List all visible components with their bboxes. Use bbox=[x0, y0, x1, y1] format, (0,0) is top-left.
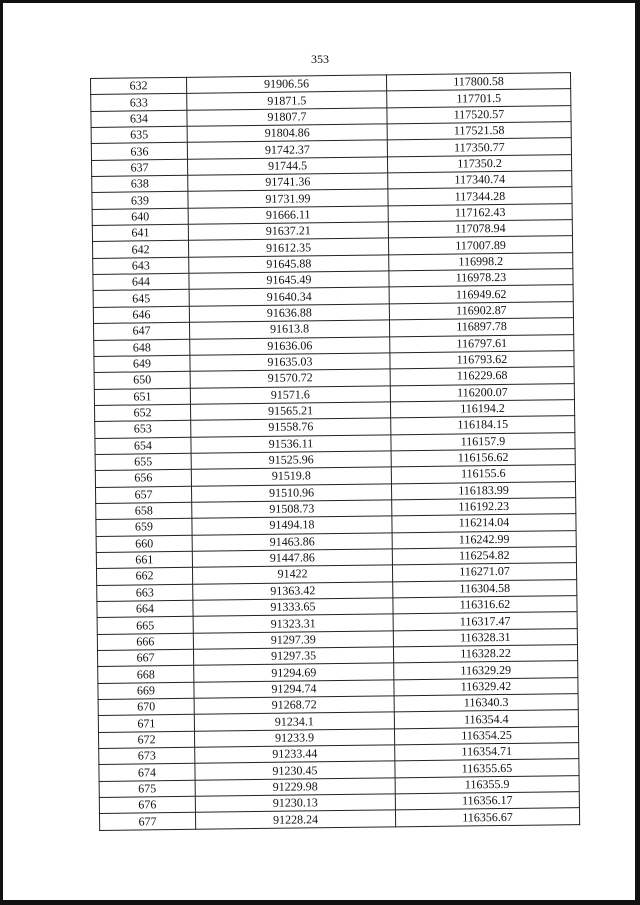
point-number-cell: 639 bbox=[92, 192, 188, 210]
x-coordinate-cell: 91297.39 bbox=[193, 631, 393, 650]
x-coordinate-cell: 91570.72 bbox=[190, 369, 390, 388]
point-number-cell: 646 bbox=[93, 306, 189, 324]
x-coordinate-cell: 91536.11 bbox=[191, 434, 391, 453]
y-coordinate-cell: 116184.15 bbox=[391, 416, 575, 435]
point-number-cell: 661 bbox=[96, 551, 192, 569]
y-coordinate-cell: 116902.87 bbox=[389, 301, 573, 320]
y-coordinate-cell: 116328.31 bbox=[393, 628, 577, 647]
x-coordinate-cell: 91613.8 bbox=[189, 320, 389, 339]
point-number-cell: 637 bbox=[92, 159, 188, 177]
y-coordinate-cell: 116242.99 bbox=[392, 530, 576, 549]
y-coordinate-cell: 116155.6 bbox=[391, 465, 575, 484]
point-number-cell: 654 bbox=[95, 437, 191, 455]
x-coordinate-cell: 91636.88 bbox=[189, 304, 389, 323]
point-number-cell: 667 bbox=[97, 649, 193, 667]
point-number-cell: 656 bbox=[95, 470, 191, 488]
x-coordinate-cell: 91744.5 bbox=[187, 157, 387, 176]
point-number-cell: 670 bbox=[98, 698, 194, 716]
y-coordinate-cell: 116183.99 bbox=[391, 481, 575, 500]
point-number-cell: 640 bbox=[92, 208, 188, 226]
point-number-cell: 666 bbox=[97, 633, 193, 651]
point-number-cell: 669 bbox=[98, 682, 194, 700]
x-coordinate-cell: 91565.21 bbox=[190, 402, 390, 421]
y-coordinate-cell: 116354.4 bbox=[394, 710, 578, 729]
x-coordinate-cell: 91571.6 bbox=[190, 385, 390, 404]
y-coordinate-cell: 116329.29 bbox=[394, 661, 578, 680]
y-coordinate-cell: 117340.74 bbox=[388, 171, 572, 190]
y-coordinate-cell: 116316.62 bbox=[393, 596, 577, 615]
y-coordinate-cell: 117521.58 bbox=[387, 122, 571, 141]
y-coordinate-cell: 116897.78 bbox=[389, 318, 573, 337]
x-coordinate-cell: 91645.49 bbox=[189, 271, 389, 290]
y-coordinate-cell: 116271.07 bbox=[392, 563, 576, 582]
y-coordinate-cell: 116194.2 bbox=[390, 399, 574, 418]
point-number-cell: 651 bbox=[94, 388, 190, 406]
y-coordinate-cell: 116317.47 bbox=[393, 612, 577, 631]
x-coordinate-cell: 91447.86 bbox=[192, 549, 392, 568]
point-number-cell: 642 bbox=[93, 241, 189, 259]
point-number-cell: 674 bbox=[99, 764, 195, 782]
y-coordinate-cell: 116793.62 bbox=[390, 350, 574, 369]
x-coordinate-cell: 91230.13 bbox=[195, 794, 395, 813]
y-coordinate-cell: 116254.82 bbox=[392, 547, 576, 566]
y-coordinate-cell: 116356.67 bbox=[395, 808, 579, 827]
x-coordinate-cell: 91731.99 bbox=[188, 189, 388, 208]
x-coordinate-cell: 91510.96 bbox=[191, 483, 391, 502]
point-number-cell: 648 bbox=[94, 339, 190, 357]
x-coordinate-cell: 91558.76 bbox=[191, 418, 391, 437]
y-coordinate-cell: 116949.62 bbox=[389, 285, 573, 304]
point-number-cell: 662 bbox=[96, 568, 192, 586]
point-number-cell: 659 bbox=[96, 519, 192, 537]
point-number-cell: 635 bbox=[91, 126, 187, 144]
point-number-cell: 632 bbox=[91, 77, 187, 95]
y-coordinate-cell: 117520.57 bbox=[387, 105, 571, 124]
point-number-cell: 644 bbox=[93, 273, 189, 291]
point-number-cell: 658 bbox=[96, 502, 192, 520]
point-number-cell: 636 bbox=[91, 143, 187, 161]
y-coordinate-cell: 116157.9 bbox=[391, 432, 575, 451]
scan-border-right bbox=[635, 0, 640, 905]
y-coordinate-cell: 117162.43 bbox=[388, 203, 572, 222]
x-coordinate-cell: 91422 bbox=[192, 565, 392, 584]
x-coordinate-cell: 91742.37 bbox=[187, 140, 387, 159]
x-coordinate-cell: 91741.36 bbox=[188, 173, 388, 192]
x-coordinate-cell: 91230.45 bbox=[195, 761, 395, 780]
point-number-cell: 650 bbox=[94, 371, 190, 389]
x-coordinate-cell: 91519.8 bbox=[191, 467, 391, 486]
x-coordinate-cell: 91871.5 bbox=[187, 91, 387, 110]
point-number-cell: 638 bbox=[92, 175, 188, 193]
point-number-cell: 641 bbox=[92, 224, 188, 242]
point-number-cell: 668 bbox=[98, 666, 194, 684]
x-coordinate-cell: 91323.31 bbox=[193, 614, 393, 633]
y-coordinate-cell: 117800.58 bbox=[386, 73, 570, 92]
y-coordinate-cell: 116229.68 bbox=[390, 367, 574, 386]
y-coordinate-cell: 116978.23 bbox=[389, 269, 573, 288]
x-coordinate-cell: 91666.11 bbox=[188, 206, 388, 225]
y-coordinate-cell: 116356.17 bbox=[395, 792, 579, 811]
x-coordinate-cell: 91363.42 bbox=[193, 581, 393, 600]
x-coordinate-cell: 91804.86 bbox=[187, 124, 387, 143]
point-number-cell: 677 bbox=[99, 813, 195, 831]
x-coordinate-cell: 91234.1 bbox=[194, 712, 394, 731]
point-number-cell: 671 bbox=[98, 715, 194, 733]
x-coordinate-cell: 91635.03 bbox=[190, 353, 390, 372]
y-coordinate-cell: 117344.28 bbox=[388, 187, 572, 206]
y-coordinate-cell: 116200.07 bbox=[390, 383, 574, 402]
y-coordinate-cell: 116354.25 bbox=[394, 726, 578, 745]
x-coordinate-cell: 91807.7 bbox=[187, 108, 387, 127]
point-number-cell: 647 bbox=[94, 322, 190, 340]
point-number-cell: 634 bbox=[91, 110, 187, 128]
coordinate-table-body bbox=[91, 73, 580, 831]
y-coordinate-cell: 116354.71 bbox=[395, 743, 579, 762]
y-coordinate-cell: 116304.58 bbox=[393, 579, 577, 598]
x-coordinate-cell: 91508.73 bbox=[192, 500, 392, 519]
y-coordinate-cell: 117350.77 bbox=[387, 138, 571, 157]
y-coordinate-cell: 117078.94 bbox=[388, 220, 572, 239]
x-coordinate-cell: 91294.74 bbox=[194, 680, 394, 699]
x-coordinate-cell: 91636.06 bbox=[190, 336, 390, 355]
y-coordinate-cell: 116355.9 bbox=[395, 775, 579, 794]
x-coordinate-cell: 91333.65 bbox=[193, 598, 393, 617]
point-number-cell: 645 bbox=[93, 290, 189, 308]
y-coordinate-cell: 117350.2 bbox=[387, 154, 571, 173]
point-number-cell: 676 bbox=[99, 796, 195, 814]
point-number-cell: 643 bbox=[93, 257, 189, 275]
point-number-cell: 655 bbox=[95, 453, 191, 471]
x-coordinate-cell: 91233.9 bbox=[194, 729, 394, 748]
point-number-cell: 665 bbox=[97, 617, 193, 635]
x-coordinate-cell: 91297.35 bbox=[193, 647, 393, 666]
y-coordinate-cell: 116998.2 bbox=[389, 252, 573, 271]
x-coordinate-cell: 91228.24 bbox=[195, 810, 395, 829]
x-coordinate-cell: 91294.69 bbox=[194, 663, 394, 682]
point-number-cell: 633 bbox=[91, 94, 187, 112]
y-coordinate-cell: 116192.23 bbox=[392, 498, 576, 517]
point-number-cell: 660 bbox=[96, 535, 192, 553]
y-coordinate-cell: 116340.3 bbox=[394, 694, 578, 713]
point-number-cell: 649 bbox=[94, 355, 190, 373]
x-coordinate-cell: 91906.56 bbox=[186, 75, 386, 94]
x-coordinate-cell: 91637.21 bbox=[188, 222, 388, 241]
x-coordinate-cell: 91233.44 bbox=[195, 745, 395, 764]
x-coordinate-cell: 91645.88 bbox=[189, 255, 389, 274]
point-number-cell: 673 bbox=[99, 747, 195, 765]
scan-border-left bbox=[0, 0, 3, 905]
point-number-cell: 664 bbox=[97, 600, 193, 618]
y-coordinate-cell: 116156.62 bbox=[391, 449, 575, 468]
x-coordinate-cell: 91463.86 bbox=[192, 532, 392, 551]
point-number-cell: 653 bbox=[95, 421, 191, 439]
y-coordinate-cell: 116214.04 bbox=[392, 514, 576, 533]
page-number: 353 bbox=[311, 52, 329, 66]
point-number-cell: 663 bbox=[97, 584, 193, 602]
x-coordinate-cell: 91268.72 bbox=[194, 696, 394, 715]
x-coordinate-cell: 91612.35 bbox=[188, 238, 388, 257]
x-coordinate-cell: 91640.34 bbox=[189, 287, 389, 306]
y-coordinate-cell: 117701.5 bbox=[387, 89, 571, 108]
x-coordinate-cell: 91229.98 bbox=[195, 778, 395, 797]
point-number-cell: 672 bbox=[98, 731, 194, 749]
x-coordinate-cell: 91494.18 bbox=[192, 516, 392, 535]
scan-border-bottom bbox=[0, 900, 640, 905]
scan-border-top bbox=[0, 0, 640, 3]
point-number-cell: 675 bbox=[99, 780, 195, 798]
x-coordinate-cell: 91525.96 bbox=[191, 451, 391, 470]
coordinate-table-container bbox=[90, 72, 579, 846]
coordinate-table bbox=[90, 72, 580, 831]
point-number-cell: 657 bbox=[95, 486, 191, 504]
y-coordinate-cell: 117007.89 bbox=[388, 236, 572, 255]
point-number-cell: 652 bbox=[94, 404, 190, 422]
y-coordinate-cell: 116328.22 bbox=[393, 645, 577, 664]
y-coordinate-cell: 116797.61 bbox=[390, 334, 574, 353]
y-coordinate-cell: 116329.42 bbox=[394, 677, 578, 696]
y-coordinate-cell: 116355.65 bbox=[395, 759, 579, 778]
